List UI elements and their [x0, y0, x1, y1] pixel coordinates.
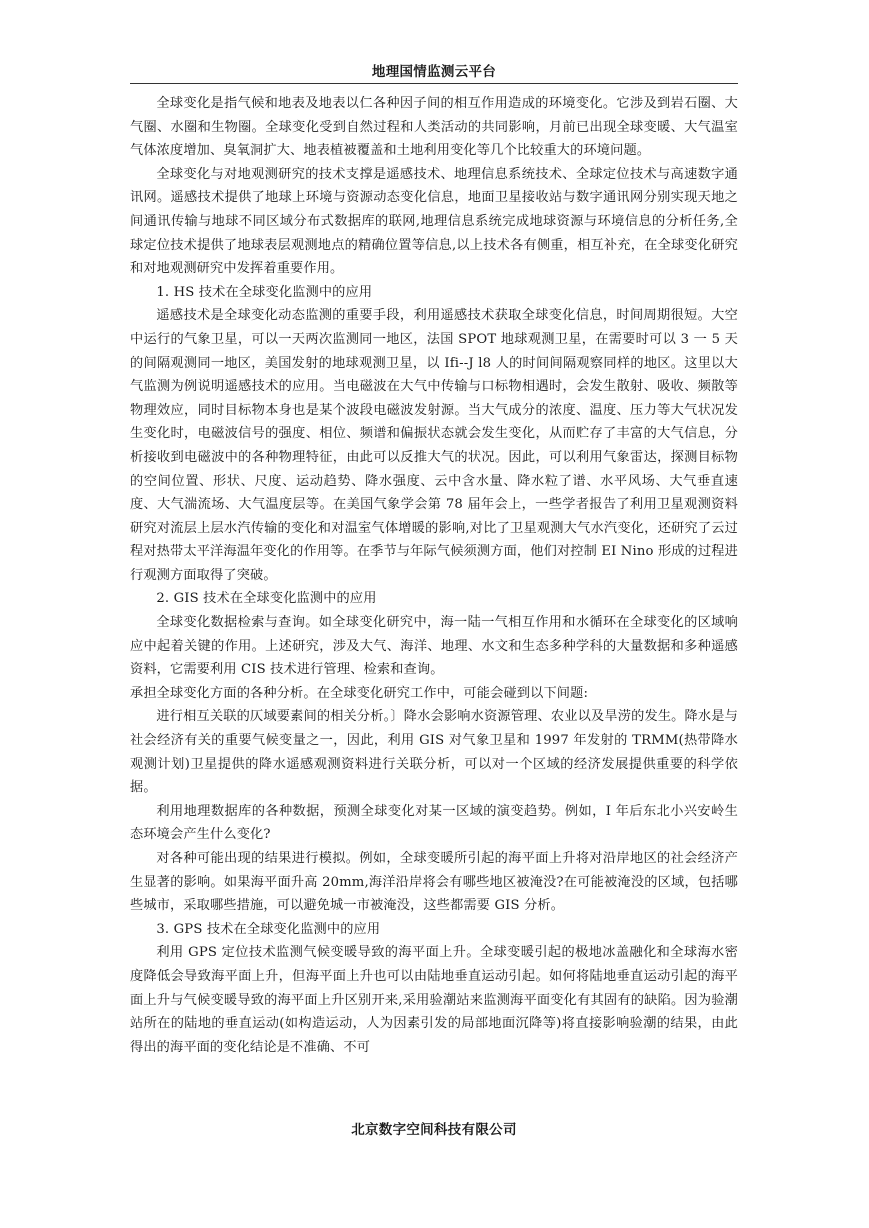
section-heading-gis: 2. GIS 技术在全球变化监测中的应用: [156, 591, 377, 607]
page-header-title: 地理国情监测云平台: [371, 64, 497, 80]
section-heading-rs: 1. HS 技术在全球变化监测中的应用: [156, 284, 373, 300]
paragraph-prediction: 利用地理数据库的各种数据，预测全球变化对某一区域的演变趋势。例如，I 年后东北小兴安岭生态环境会产生什么变化?: [130, 803, 738, 843]
header-divider: [130, 83, 738, 84]
page-footer-company: 北京数字空间科技有限公司: [351, 1122, 517, 1138]
document-body: [130, 92, 738, 1059]
paragraph-simulation: 对各种可能出现的结果进行模拟。例如，全球变暖所引起的海平面上升将对沿岸地区的社会经济产生显著的影响。如果海平面升高 20mm,海洋沿岸将会有哪些地区被淹没?在可能被淹没的区域，包括哪些城市，采取哪些措施，可以避免城一市被淹没，这些都需要 GIS 分析。: [130, 851, 738, 914]
paragraph-gis-query: 全球变化数据检索与查询。如全球变化研究中，海一陆一气相互作用和水循环在全球变化的区域响应中起着关键的作用。上述研究，涉及大气、海洋、地理、水文和生态多种学科的大量数据和多种遥感资料，它需要利用 CIS 技术进行管理、检索和查询。: [130, 615, 738, 678]
paragraph-intro: 全球变化是指气候和地表及地表以仁各种因子间的相互作用造成的环境变化。它涉及到岩石圈、大气圈、水圈和生物圈。全球变化受到自然过程和人类活动的共同影响，月前已出现全球变暖、大气温室气体浓度增加、臭氧洞扩大、地表植被覆盖和土地利用变化等几个比较重大的环境问题。: [130, 96, 738, 159]
paragraph-gps: 利用 GPS 定位技术监测气候变暖导致的海平面上升。全球变暖引起的极地冰盖融化和全球海水密度降低会导致海平面上升，但海平面上升也可以由陆地垂直运动引起。如何将陆地垂直运动引起的海平面上升与气候变暖导致的海平面上升区别开来,采用验潮站来监测海平面变化有其固有的缺陷。因为验潮站所在的陆地的垂直运动(如构造运动，人为因素引发的局部地面沉降等)将直接影响验潮的结果，由此得出的海平面的变化结论是不准确、不可: [130, 945, 738, 1055]
paragraph-gis-analysis: 承担全球变化方面的各种分析。在全球变化研究工作中，可能会碰到以下间题:: [130, 685, 589, 701]
paragraph-correlation: 进行相互关联的仄域要素间的相关分析。〕降水会影响水资源管理、农业以及旱涝的发生。降水是与社会经济有关的重要气候变量之一，因此，利用 GIS 对气象卫星和 1997 年发射的 TRMM(热带降水观测计划)卫星提供的降水遥感观测资料进行关联分析，可以对一个区域的经济发展提供重要的科学依据。: [130, 709, 738, 796]
section-heading-gps: 3. GPS 技术在全球变化监测中的应用: [156, 921, 381, 937]
paragraph-tech-support: 全球变化与对地观测研究的技术支撑是遥感技术、地理信息系统技术、全球定位技术与高速数字通讯网。遥感技术提供了地球上环境与资源动态变化信息，地面卫星接收站与数字通讯网分别实现天地之间通讯传输与地球不同区域分布式数据库的联网,地理信息系统完成地球资源与环境信息的分析任务,全球定位技术提供了地球表层观测地点的精确位置等信息,以上技术各有侧重，相互补充，在全球变化研究和对地观测研究中发挥着重要作用。: [130, 166, 738, 277]
paragraph-remote-sensing: 遥感技术是全球变化动态监测的重要手段，利用遥感技术获取全球变化信息，时间周期很短。大空中运行的气象卫星，可以一天两次监测同一地区，法国 SPOT 地球观测卫星，在需要时可以 3 一 5 天的间隔观测同一地区，美国发射的地球观测卫星，以 Ifi--J l8 人的时间间隔观察同样的地区。这里以大气监测为例说明遥感技术的应用。当电磁波在大气中传输与口标物相遇时，会发生散射、吸收、频散等物理效应，同时目标物本身也是某个波段电磁波发射源。当大气成分的浓度、温度、压力等大气状况发生变化时，电磁波信号的强度、相位、频谱和偏振状态就会发生变化，从而贮存了丰富的大气信息，分析接收到电磁波中的各种物理特征，由此可以反推大气的状况。因此，可以利用气象雷达，探测目标物的空间位置、形状、尺度、运动趋势、降水强度、云中含水量、降水粒了谱、水平风场、大气垂直速度、大气湍流场、大气温度层等。在美国气象学会第 78 届年会上，一些学者报告了利用卫星观测资料研究对流层上层水汽传输的变化和对温室气体增暖的影响,对比了卫星观测大气水汽变化，还研究了云过程对热带太平洋海温年变化的作用等。在季节与年际气候须测方面，他们对控制 EI Nino 形成的过程进行观测方面取得了突破。: [130, 308, 738, 583]
